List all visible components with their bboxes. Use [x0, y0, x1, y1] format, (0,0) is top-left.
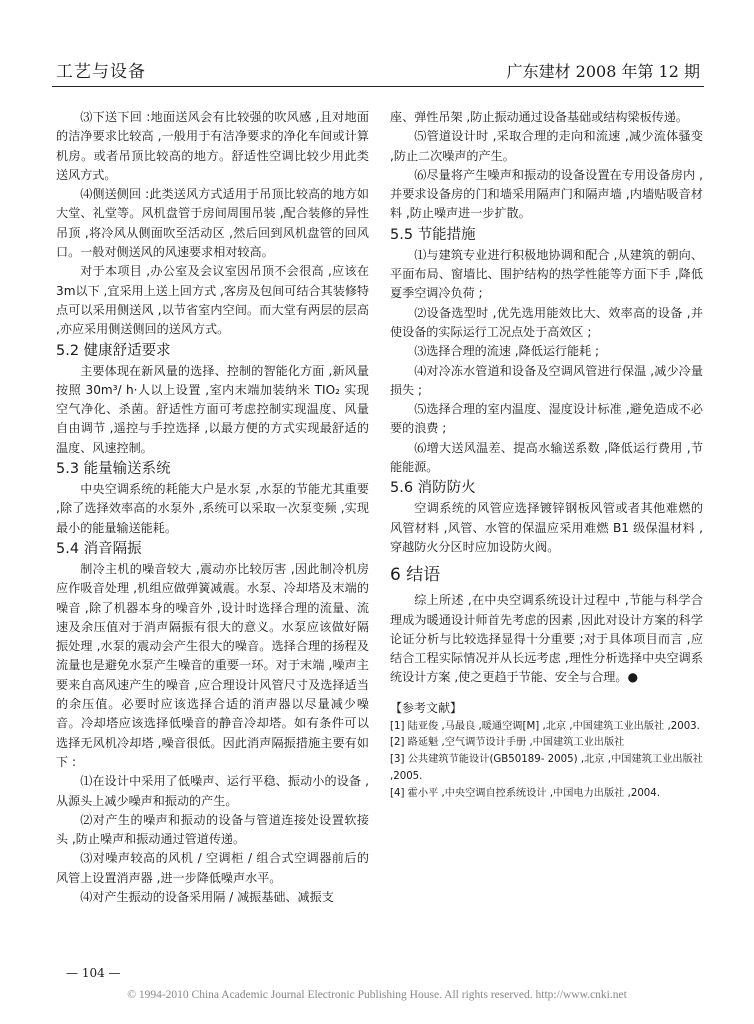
paragraph: ⑷对冷冻水管道和设备及空调风管进行保温 ,减少冷量损失 ; [390, 363, 703, 397]
left-column [56, 108, 369, 907]
paragraph: ⑸选择合理的室内温度、湿度设计标准 ,避免造成不必要的浪费 ; [390, 402, 703, 436]
references [390, 700, 703, 803]
page-header [52, 58, 704, 87]
references-title: 【参考文献】 [390, 700, 463, 715]
paragraph: ⑴与建筑专业进行积极地协调和配合 ,从建筑的朝向、平面布局、窗墙比、围护结构的热学性能等方面下手 ,降低夏季空调冷负荷 ; [390, 247, 703, 301]
paragraph: 制冷主机的噪音较大 ,震动亦比较厉害 ,因此制冷机房应作吸音处理 ,机组应做弹簧减震。水泵、冷却塔及末端的噪音 ,除了机器本身的噪音外 ,设计时选择合理的流量、流速及余压值对于消声隔振有很大的意义。水泵应该做好隔振处理 ,水泵的震动会产生很大的噪音。选择合理的扬程及流量也是避免水泵产生噪音的重要一环。对于末端 ,噪声主要来自高风速产生的噪音 ,应合理设计风管尺寸及选择适当的余压值。必要时应该选择合适的消声器以尽量减少噪音。冷却塔应该选择低噪音的静音冷却塔。如有条件可以选择无风机冷却塔 ,噪音很低。因此消声隔振措施主要有如下 : [56, 561, 369, 769]
reference-item: [3] 公共建筑节能设计(GB50189- 2005) ,北京 ,中国建筑工业出版社 ,2005. [390, 754, 703, 782]
paragraph: 对于本项目 ,办公室及会议室因吊顶不会很高 ,应该在 3m以下 ,宜采用上送上回方式 ,客房及包间可结合其装修特点可以采用侧送风 ,以节省室内空间。而大堂有两层的层高 ,亦应采用侧送侧回的送风方式。 [56, 264, 370, 337]
paragraph: 综上所述 ,在中央空调系统设计过程中 ,节能与科学合理成为暖通设计师首先考虑的因素 ,因此对设计方案的科学论证分析与比较选择显得十分重要 ;对于具体项目而言 ,应结合工程实际情况并从长远考虑 ,理性分析选择中央空调系统设计方案 ,使之更趋于节能、安全与合理。● [390, 593, 703, 685]
paragraph: ⑶选择合理的流速 ,降低运行能耗 ; [414, 344, 600, 359]
paragraph: ⑷对产生振动的设备采用隔 / 减振基础、减振支 [80, 889, 334, 904]
section-heading-5-3: 5.3 能量输送系统 [56, 461, 171, 478]
paragraph: 座、弹性吊架 ,防止振动通过设备基础或结构梁板传递。 [390, 110, 688, 124]
journal-issue: 广东建材 2008 年第 12 期 [506, 62, 700, 81]
paragraph: ⑹增大送风温差、提高水输送系数 ,降低运行费用 ,节能能源。 [390, 440, 703, 475]
reference-item: [1] 陆亚俊 ,马最良 ,暖通空调[M] ,北京 ,中国建筑工业出版社 ,2003. [390, 720, 700, 732]
paragraph: ⑶下送下回 :地面送风会有比较强的吹风感 ,且对地面的洁净要求比较高 ,一般用于有洁净要求的净化车间或计算机房。或者吊顶比较高的地方。舒适性空调比较少用此类送风方式。 [56, 110, 369, 182]
right-column [390, 108, 703, 803]
section-heading-5-5: 5.5 节能措施 [390, 226, 476, 243]
paragraph: ⑵对产生的噪声和振动的设备与管道连接处设置软接头 ,防止噪声和振动通过管道传递。 [56, 812, 369, 847]
page-number: — 104 — [66, 966, 121, 980]
paragraph: 主要体现在新风量的选择、控制的智能化方面 ,新风量按照 30m³/ h·人以上设置 ,室内末端加装纳米 TIO₂ 实现空气净化、杀菌。舒适性方面可考虑控制实现温度、风量自由调节 ,遥控与手控选择 ,以最方便的方式实现最舒适的温度、风速控制。 [56, 363, 369, 455]
paragraph: ⑸管道设计时 ,采取合理的走向和流速 ,减少流体骚变 ,防止二次噪声的产生。 [390, 129, 703, 163]
paragraph: ⑷侧送侧回 :此类送风方式适用于吊顶比较高的地方如大堂、礼堂等。风机盘管于房间周围吊装 ,配合装修的异性吊顶 ,将冷风从侧面吹至活动区 ,然后回到风机盘管的回风口。一般对侧送风的风速要求相对较高。 [56, 187, 369, 260]
section-heading-5-4: 5.4 消音隔振 [56, 540, 142, 557]
paragraph: ⑹尽量将产生噪声和振动的设备设置在专用设备房内 ,并要求设备房的门和墙采用隔声门和隔声墙 ,内墙贴吸音材料 ,防止噪声进一步扩散。 [390, 167, 703, 221]
copyright-footer: © 1994-2010 China Academic Journal Electronic Publishing House. All rights reserved. http://www.cnki.net [127, 989, 627, 1001]
section-heading-6: 6 结语 [390, 565, 441, 586]
paragraph: ⑴在设计中采用了低噪声、运行平稳、振动小的设备 ,从源头上减少噪声和振动的产生。 [56, 774, 369, 808]
section-heading-5-2: 5.2 健康舒适要求 [56, 342, 171, 359]
section-title: 工艺与设备 [56, 62, 146, 82]
paragraph: ⑶对噪声较高的风机 / 空调柜 / 组合式空调器前后的风管上设置消声器 ,进一步降低噪声水平。 [56, 851, 369, 885]
paragraph: ⑵设备选型时 ,优先选用能效比大、效率高的设备 ,并使设备的实际运行工况点处于高效区 ; [390, 305, 703, 339]
paragraph: 空调系统的风管应选择镀锌钢板风管或者其他难燃的风管材料 ,风管、水管的保温应采用难燃 B1 级保温材料 ,穿越防火分区时应加设防火阀。 [390, 501, 703, 554]
reference-item: [4] 霍小平 ,中央空调自控系统设计 ,中国电力出版社 ,2004. [390, 787, 661, 799]
paragraph: 中央空调系统的耗能大户是水泵 ,水泵的节能尤其重要 ,除了选择效率高的水泵外 ,系统可以采取一次泵变频 ,实现最小的能量输送能耗。 [56, 482, 369, 535]
reference-item: [2] 路延魁 ,空气调节设计手册 ,中国建筑工业出版社 [390, 737, 625, 749]
section-heading-5-6: 5.6 消防防火 [390, 480, 476, 497]
